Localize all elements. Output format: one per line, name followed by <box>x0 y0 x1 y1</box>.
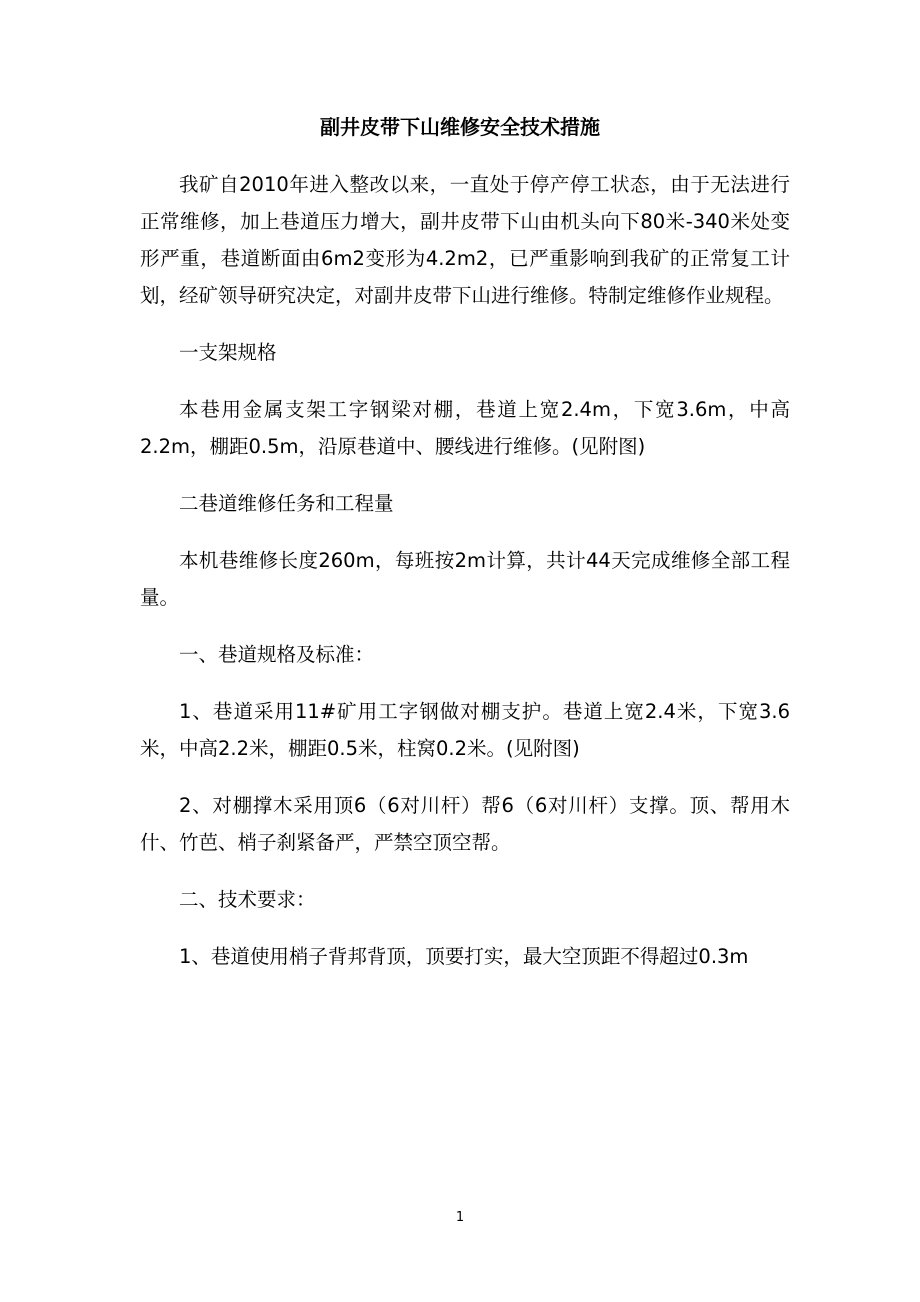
section-heading-workload: 二巷道维修任务和工程量 <box>179 492 394 515</box>
paragraph-support-spec: 本巷用金属支架工字钢梁对棚，巷道上宽2.4m，下宽3.6m，中高2.2m，棚距0.5m，沿原巷道中、腰线进行维修。(见附图) <box>140 398 790 458</box>
paragraph-standard-2: 2、对棚撑木采用顶6（6对川杆）帮6（6对川杆）支撑。顶、帮用木什、竹芭、梢子刹紧备严，严禁空顶空帮。 <box>140 794 790 854</box>
paragraph-intro: 我矿自2010年进入整改以来，一直处于停产停工状态，由于无法进行正常维修，加上巷道压力增大，副井皮带下山由机头向下80米-340米处变形严重，巷道断面由6m2变形为4.2m2，已严重影响到我矿的正常复工计划，经矿领导研究决定，对副井皮带下山进行维修。特制定维修作业规程。 <box>140 173 790 307</box>
page-number: 1 <box>455 1210 465 1225</box>
document-body <box>140 166 790 995</box>
document-title: 副井皮带下山维修安全技术措施 <box>320 115 600 139</box>
paragraph-standard-1: 1、巷道采用11#矿用工字钢做对棚支护。巷道上宽2.4米，下宽3.6米，中高2.2米，棚距0.5米，柱窝0.2米。(见附图) <box>140 700 790 760</box>
section-heading-technical-requirements: 二、技术要求： <box>179 888 316 911</box>
paragraph-requirement-1: 1、巷道使用梢子背邦背顶，顶要打实，最大空顶距不得超过0.3m <box>179 945 749 968</box>
section-heading-support-spec: 一支架规格 <box>179 341 277 364</box>
section-heading-roadway-standards: 一、巷道规格及标准： <box>179 643 375 666</box>
paragraph-workload: 本机巷维修长度260m，每班按2m计算，共计44天完成维修全部工程量。 <box>140 549 790 609</box>
